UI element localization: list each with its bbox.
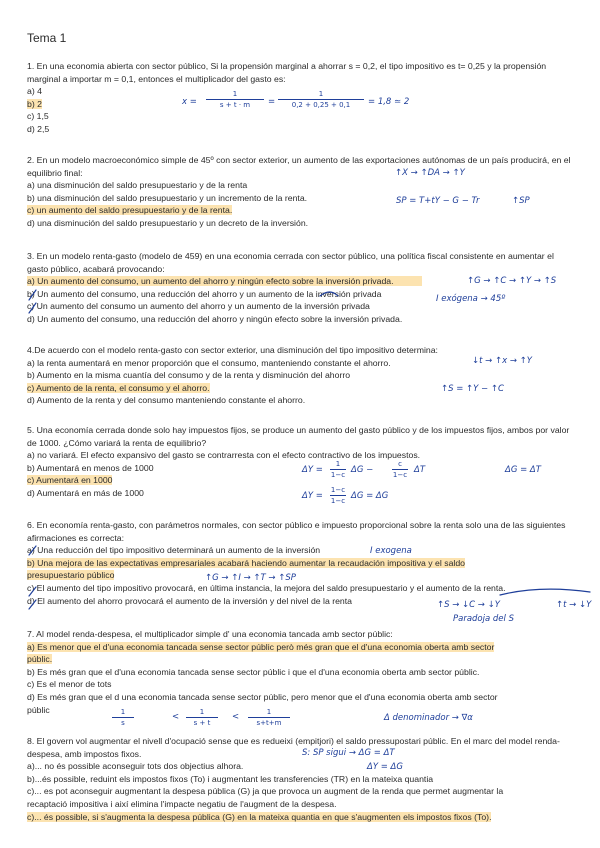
question-stem: 7. Al model renda-despesa, el multiplicador simple d' una economia tancada amb sector públic: xyxy=(27,629,393,639)
note-q8-sp: S: SP sigui → ΔG = ΔT xyxy=(302,748,395,758)
note-q6-up: ↑t → ↓Y xyxy=(556,600,592,610)
option-b: b) Una mejora de las expectativas empresariales acabará haciendo aumentar la recaudación impositiva y el saldo xyxy=(27,557,465,568)
option-b: b) Es més gran que el d'una economia tancada sense sector públic i que el d'una economia oberta amb sector públic. xyxy=(27,666,480,677)
note-q4-s: ↑S = ↑Y − ↑C xyxy=(441,384,504,394)
note-q3-note: I exógena → 45º xyxy=(436,294,506,304)
note-q7-frac3: 1 s+t+m xyxy=(248,708,290,727)
question-stem: 1. En una economia abierta con sector público, Si la propensión marginal a ahorrar s = 0,2, el tipo impositivo es t= 0,25 y la propensión marginal a importar m = 0,1, entonces el multiplicador del gasto es: xyxy=(27,61,547,84)
question-stem: 8. El govern vol augmentar el nivell d'ocupació sense que es redueixi (empitjori) el saldo pressupostari públic. En el marc del model renda-despesa, amb impostos fixos. xyxy=(27,736,560,759)
option-b: b)...és possible, reduint els impostos fixos (To) i augmentant les transferencies (TR) en la mateixa quantia xyxy=(27,773,434,784)
option-b: b) una disminución del saldo presupuestario y un incremento de la renta. xyxy=(27,192,308,203)
option-a: a) la renta aumentará en menor proporción que el consumo, manteniendo constante el ahorro. xyxy=(27,357,391,368)
option-a: a)... no és possible aconseguir tots dos objectius alhora. xyxy=(27,761,244,772)
option-a-cont: públic. xyxy=(27,654,53,665)
note-q7-lt2: < xyxy=(232,712,240,722)
note-q5-dg: ΔG = ΔT xyxy=(505,465,541,475)
page-title: Tema 1 xyxy=(27,31,67,45)
note-q6-i: I exogena xyxy=(370,546,412,556)
note-q1-result: = 1,8 ≃ 2 xyxy=(368,97,410,107)
option-d: d) una disminución del saldo presupuestario y un decreto de la inversión. xyxy=(27,217,309,228)
note-q6-chain2: ↑S → ↓C → ↓Y xyxy=(437,600,500,610)
note-q5-dy1-frac: 1 1−c xyxy=(330,460,346,479)
option-a: a) Es menor que el d'una economia tancada sense sector públic però més gran que el d'una economia oberta amb sector xyxy=(27,641,495,652)
note-q5-dy1-mid: ΔG − xyxy=(351,465,374,475)
note-q1-lhs: x = xyxy=(182,97,197,107)
option-c: c) un aumento del saldo presupuestario y de la renta. xyxy=(27,205,233,216)
question-stem: 6. En economía renta-gasto, con parámetros normales, con sector público e impuesto proporcional sobre la renta solo una de las siguientes afirmaciones es correcta: xyxy=(27,520,566,543)
note-q5-dy1-frac2: c 1−c xyxy=(392,460,408,479)
option-b: b) 2 xyxy=(27,98,42,109)
option-c-cont: recaptació impositiva i així elimina l'impacte negatiu de l'augment de la despesa. xyxy=(27,798,337,809)
note-q1-frac2: 1 0,2 + 0,25 + 0,1 xyxy=(278,90,364,109)
note-q5-dy1-end: ΔT xyxy=(414,465,426,475)
option-c2: c)... és possible, si s'augmenta la despesa pública (G) en la mateixa quantia en que s'augmenten els impostos fixos (To). xyxy=(27,811,492,822)
option-d: d) Es més gran que el d una economia tancada sense sector públic, pero menor que el d'una economia oberta amb sector xyxy=(27,691,498,702)
option-c: c) 1,5 xyxy=(27,111,49,122)
note-q1-eq: = xyxy=(268,97,276,107)
option-c: c) Un aumento del consumo un aumento del ahorro y un aumento de la inversión privada xyxy=(27,301,370,312)
question-stem: 2. En un modelo macroeconómico simple de 45º con sector exterior, un aumento de las exportaciones autónomas de un país producirá, en el equilibrio final: xyxy=(27,155,571,178)
option-b: b) Aumentará en menos de 1000 xyxy=(27,462,154,473)
option-a: a) una disminución del saldo presupuestario y de la renta xyxy=(27,180,248,191)
option-a: a) Una reducción del tipo impositivo determinará un aumento de la inversión xyxy=(27,545,321,556)
note-q7-lt1: < xyxy=(172,712,180,722)
option-b-cont: presupuestario público xyxy=(27,570,115,581)
option-b: b) Un aumento del consumo, una reducción del ahorro y un aumento de la inversión privada xyxy=(27,288,382,299)
option-d: d) 2,5 xyxy=(27,123,50,134)
option-c: c) Es el menor de tots xyxy=(27,679,112,690)
option-d: d) El aumento del ahorro provocará el aumento de la inversión y del nivel de la renta xyxy=(27,595,353,606)
option-d: d) Aumentará en más de 1000 xyxy=(27,487,144,498)
note-q5-dy2-end: ΔG = ΔG xyxy=(351,491,389,501)
note-q7-note: Δ denominador → ∇α xyxy=(384,713,473,723)
note-q5-dy2-lhs: ΔY = xyxy=(302,491,323,501)
note-q6-paradox: Paradoja del S xyxy=(453,614,514,624)
option-b: b) Aumento en la misma cuantía del consumo y de la renta y disminución del ahorro xyxy=(27,370,351,381)
note-q7-frac2: 1 s + t xyxy=(186,708,218,727)
question-stem: 5. Una economía cerrada donde solo hay impuestos fijos, se produce un aumento del gasto público y de los impuestos fijos, ambos por valor de 1000. ¿Cómo variará la renta de equilibrio? xyxy=(27,425,570,448)
note-q2-sp-up: ↑SP xyxy=(512,196,530,206)
option-a: a) 4 xyxy=(27,86,42,97)
option-d: d) Aumento de la renta y del consumo manteniendo constante el ahorro. xyxy=(27,395,306,406)
note-q5-dy1-lhs: ΔY = xyxy=(302,465,323,475)
note-q2-chain: ↑X → ↑DA → ↑Y xyxy=(395,168,465,178)
note-q1-frac1: 1 s + t · m xyxy=(206,90,264,109)
note-q7-frac1: 1 s xyxy=(112,708,134,727)
option-c: c) El aumento del tipo impositivo provocará, en última instancia, la mejora del saldo presupuestario y el aumento de la renta. xyxy=(27,582,506,593)
note-q3-chain: ↑G → ↑C → ↑Y → ↑S xyxy=(467,276,557,286)
option-d-cont: públic xyxy=(27,704,50,715)
question-stem: 4.De acuerdo con el modelo renta-gasto con sector exterior, una disminución del tipo impositivo determina: xyxy=(27,345,438,355)
question-stem: 3. En un modelo renta-gasto (modelo de 459) en una economia cerrada con sector público, una política fiscal consistente en aumentar el gasto público, acabará provocando: xyxy=(27,251,554,274)
note-q5-dy2-frac: 1−c 1−c xyxy=(330,486,346,505)
option-a: a) no variará. El efecto expansivo del gasto se contrarresta con el efecto contractivo de los impuestos. xyxy=(27,450,421,461)
option-a: a) Un aumento del consumo, un aumento del ahorro y ningún efecto sobre la inversión privada. xyxy=(27,276,422,286)
option-d: d) Un aumento del consumo, una reducción del ahorro y ningún efecto sobre la inversión privada. xyxy=(27,313,403,324)
option-c: c) Aumentará en 1000 xyxy=(27,475,113,486)
note-q4-chain: ↓t → ↑x → ↑Y xyxy=(472,356,532,366)
note-q8-dy: ΔY = ΔG xyxy=(367,762,403,772)
option-c: c)... es pot aconseguir augmentant la despesa pública (G) ja que provoca un augment de la renda que permet augmentar la xyxy=(27,786,504,797)
note-q6-chain: ↑G → ↑I → ↑T → ↑SP xyxy=(205,573,296,583)
option-c: c) Aumento de la renta, el consumo y el ahorro. xyxy=(27,382,210,393)
note-q2-sp: SP = T+tY − G − Tr xyxy=(396,196,480,206)
